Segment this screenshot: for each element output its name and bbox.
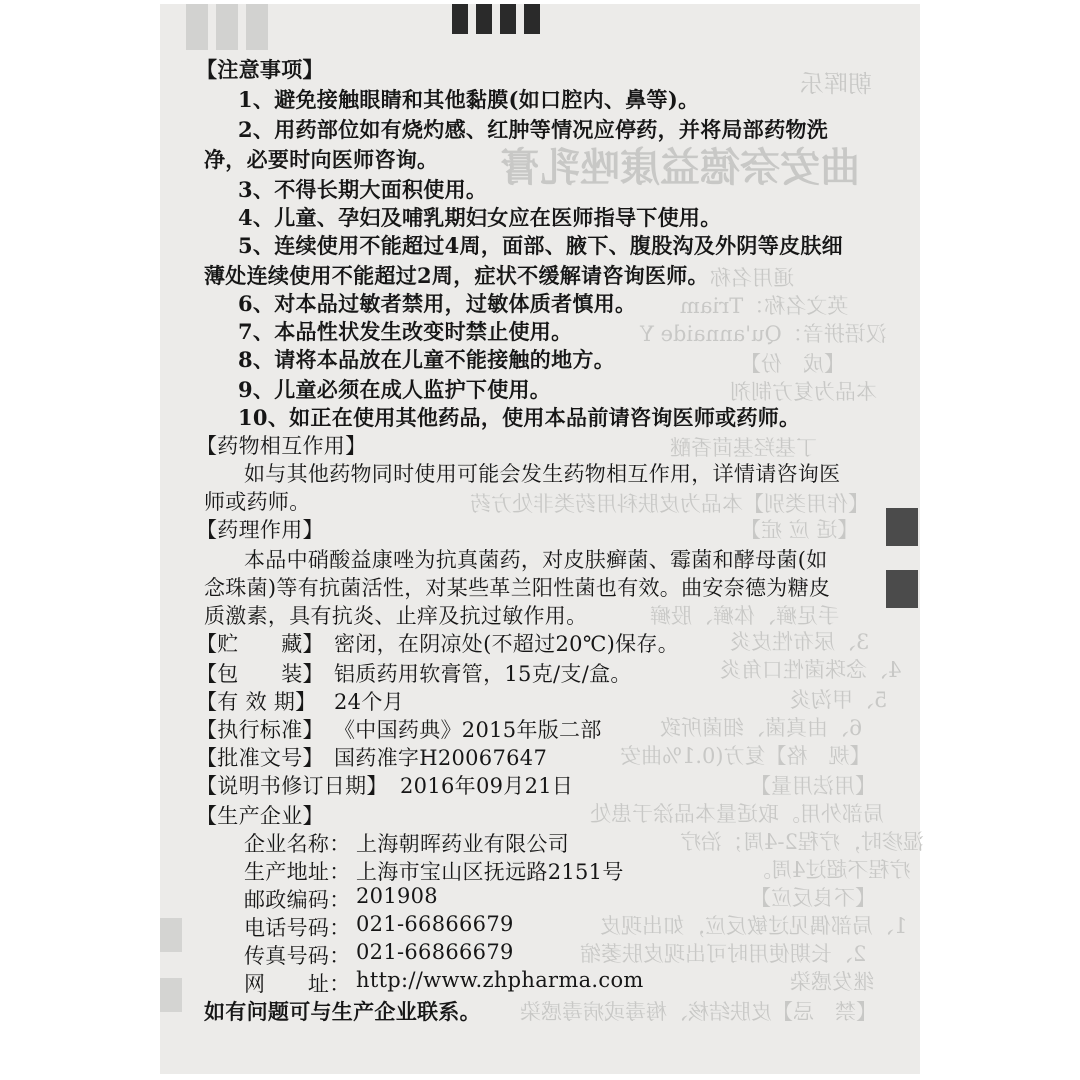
print-mark bbox=[500, 4, 516, 34]
spec-value-storage: 密闭，在阴凉处(不超过20℃)保存。 bbox=[334, 632, 679, 656]
manufacturer-label: 生产地址： bbox=[244, 860, 351, 884]
print-mark bbox=[476, 4, 492, 34]
bleed-text: 疗程不超过4周。 bbox=[750, 858, 911, 882]
bleed-text: 本品为复方制剂 bbox=[730, 380, 877, 404]
edge-mark bbox=[160, 978, 182, 1012]
bleed-text: 曲安奈德益康唑乳膏 bbox=[500, 144, 860, 191]
caution-item: 净，必要时向医师咨询。 bbox=[204, 147, 439, 172]
manufacturer-label: 传真号码： bbox=[244, 944, 351, 968]
spec-value-package: 铝质药用软膏管，15克/支/盒。 bbox=[334, 662, 632, 686]
spec-value-approval: 国药准字H20067647 bbox=[334, 746, 548, 770]
edge-mark bbox=[886, 570, 918, 608]
pharmacology-line: 念珠菌)等有抗菌活性，对某些革兰阳性菌也有效。曲安奈德为糖皮 bbox=[204, 576, 831, 600]
bleed-text: 朝晖乐 bbox=[800, 70, 872, 98]
bleed-text: 5、甲沟炎 bbox=[790, 688, 888, 712]
caution-item: 6、对本品过敏者禁用，过敏体质者慎用。 bbox=[238, 291, 637, 316]
bleed-text: 2、长期使用时可出现皮肤萎缩 bbox=[580, 942, 867, 966]
manufacturer-value: 上海市宝山区抚远路2151号 bbox=[356, 860, 624, 884]
caution-item: 10、如正在使用其他药品，使用本品前请咨询医师或药师。 bbox=[238, 405, 801, 430]
print-mark bbox=[524, 4, 540, 34]
spec-label-validity: 【有 效 期】 bbox=[196, 690, 317, 714]
manufacturer-label: 邮政编码： bbox=[244, 888, 351, 912]
edge-mark bbox=[160, 918, 182, 952]
caution-item: 5、连续使用不能超过4周，面部、腋下、腹股沟及外阴等皮肤细 bbox=[238, 233, 843, 258]
bleed-text: 【用法用量】 bbox=[750, 774, 876, 798]
manufacturer-value: 上海朝晖药业有限公司 bbox=[356, 832, 569, 856]
bleed-text: 1、局部偶见过敏反应，如出现皮 bbox=[600, 914, 908, 938]
caution-item: 9、儿童必须在成人监护下使用。 bbox=[238, 377, 552, 402]
print-mark bbox=[216, 4, 238, 50]
bleed-text: 汉语拼音：Qu'annaide Y bbox=[640, 322, 887, 346]
interactions-line: 如与其他药物同时使用可能会发生药物相互作用，详情请咨询医 bbox=[244, 462, 841, 486]
manufacturer-website: http://www.zhpharma.com bbox=[356, 968, 644, 992]
bleed-text: 英文名称：Triam bbox=[680, 294, 849, 318]
spec-value-revision-date: 2016年09月21日 bbox=[400, 774, 574, 798]
bleed-text: 【成 份】 bbox=[740, 352, 845, 376]
spec-label-revision-date: 【说明书修订日期】 bbox=[196, 774, 388, 798]
bleed-text: 【禁 忌】皮肤结核、梅毒或病毒感染 bbox=[520, 1000, 877, 1024]
manufacturer-value: 021-66866679 bbox=[356, 912, 514, 936]
contact-note: 如有问题可与生产企业联系。 bbox=[204, 999, 481, 1024]
bleed-text: 3、尿布性皮炎 bbox=[730, 630, 870, 654]
manufacturer-label: 网 址： bbox=[244, 972, 351, 996]
bleed-text: 4、念珠菌性口角炎 bbox=[720, 658, 902, 682]
bleed-text: 湿疹时，疗程2-4周；治疗 bbox=[680, 830, 924, 854]
caution-item: 4、儿童、孕妇及哺乳期妇女应在医师指导下使用。 bbox=[238, 205, 722, 230]
bleed-text: 手足癣、体癣、股癣 bbox=[650, 604, 839, 628]
caution-item: 7、本品性状发生改变时禁止使用。 bbox=[238, 319, 573, 344]
print-mark bbox=[452, 4, 468, 34]
manufacturer-label: 电话号码： bbox=[244, 916, 351, 940]
manufacturer-label: 企业名称： bbox=[244, 832, 351, 856]
bleed-text: 继发感染 bbox=[790, 970, 874, 994]
spec-label-storage: 【贮 藏】 bbox=[196, 632, 324, 656]
interactions-line: 师或药师。 bbox=[204, 490, 311, 514]
section-heading-interactions: 【药物相互作用】 bbox=[196, 434, 367, 458]
caution-item: 8、请将本品放在儿童不能接触的地方。 bbox=[238, 347, 616, 372]
spec-label-standard: 【执行标准】 bbox=[196, 718, 324, 742]
bleed-text: 【作用类别】本品为皮肤科用药类非处方药 bbox=[470, 492, 869, 516]
section-heading-manufacturer: 【生产企业】 bbox=[196, 804, 324, 828]
bleed-text: 【适 应 症】 bbox=[740, 518, 859, 542]
caution-item: 薄处连续使用不能超过2周，症状不缓解请咨询医师。 bbox=[204, 263, 709, 288]
caution-item: 3、不得长期大面积使用。 bbox=[238, 177, 488, 202]
caution-item: 2、用药部位如有烧灼感、红肿等情况应停药，并将局部药物洗 bbox=[238, 117, 829, 142]
section-heading-cautions: 【注意事项】 bbox=[196, 57, 324, 82]
manufacturer-value: 201908 bbox=[356, 884, 438, 908]
bleed-text: 【规 格】复方(0.1%曲安 bbox=[620, 744, 871, 768]
manufacturer-value: 021-66866679 bbox=[356, 940, 514, 964]
bleed-text: 局部外用。取适量本品涂于患处 bbox=[590, 802, 884, 826]
section-heading-pharmacology: 【药理作用】 bbox=[196, 518, 324, 542]
spec-value-standard: 《中国药典》2015年版二部 bbox=[334, 718, 602, 742]
bleed-text: 通用名称 bbox=[710, 266, 794, 290]
print-mark bbox=[186, 4, 208, 50]
bleed-text: 丁基羟基茴香醚 bbox=[670, 436, 817, 460]
caution-item: 1、避免接触眼睛和其他黏膜(如口腔内、鼻等)。 bbox=[238, 87, 700, 112]
bleed-text: 【不良反应】 bbox=[750, 886, 876, 910]
pharmacology-line: 质激素，具有抗炎、止痒及抗过敏作用。 bbox=[204, 604, 588, 628]
print-mark bbox=[246, 4, 268, 50]
spec-value-validity: 24个月 bbox=[334, 690, 404, 714]
pharmacology-line: 本品中硝酸益康唑为抗真菌药，对皮肤癣菌、霉菌和酵母菌(如 bbox=[244, 548, 828, 572]
bleed-text: 6、由真菌、细菌所致 bbox=[660, 716, 863, 740]
spec-label-approval: 【批准文号】 bbox=[196, 746, 324, 770]
spec-label-package: 【包 装】 bbox=[196, 662, 324, 686]
edge-mark bbox=[886, 508, 918, 546]
